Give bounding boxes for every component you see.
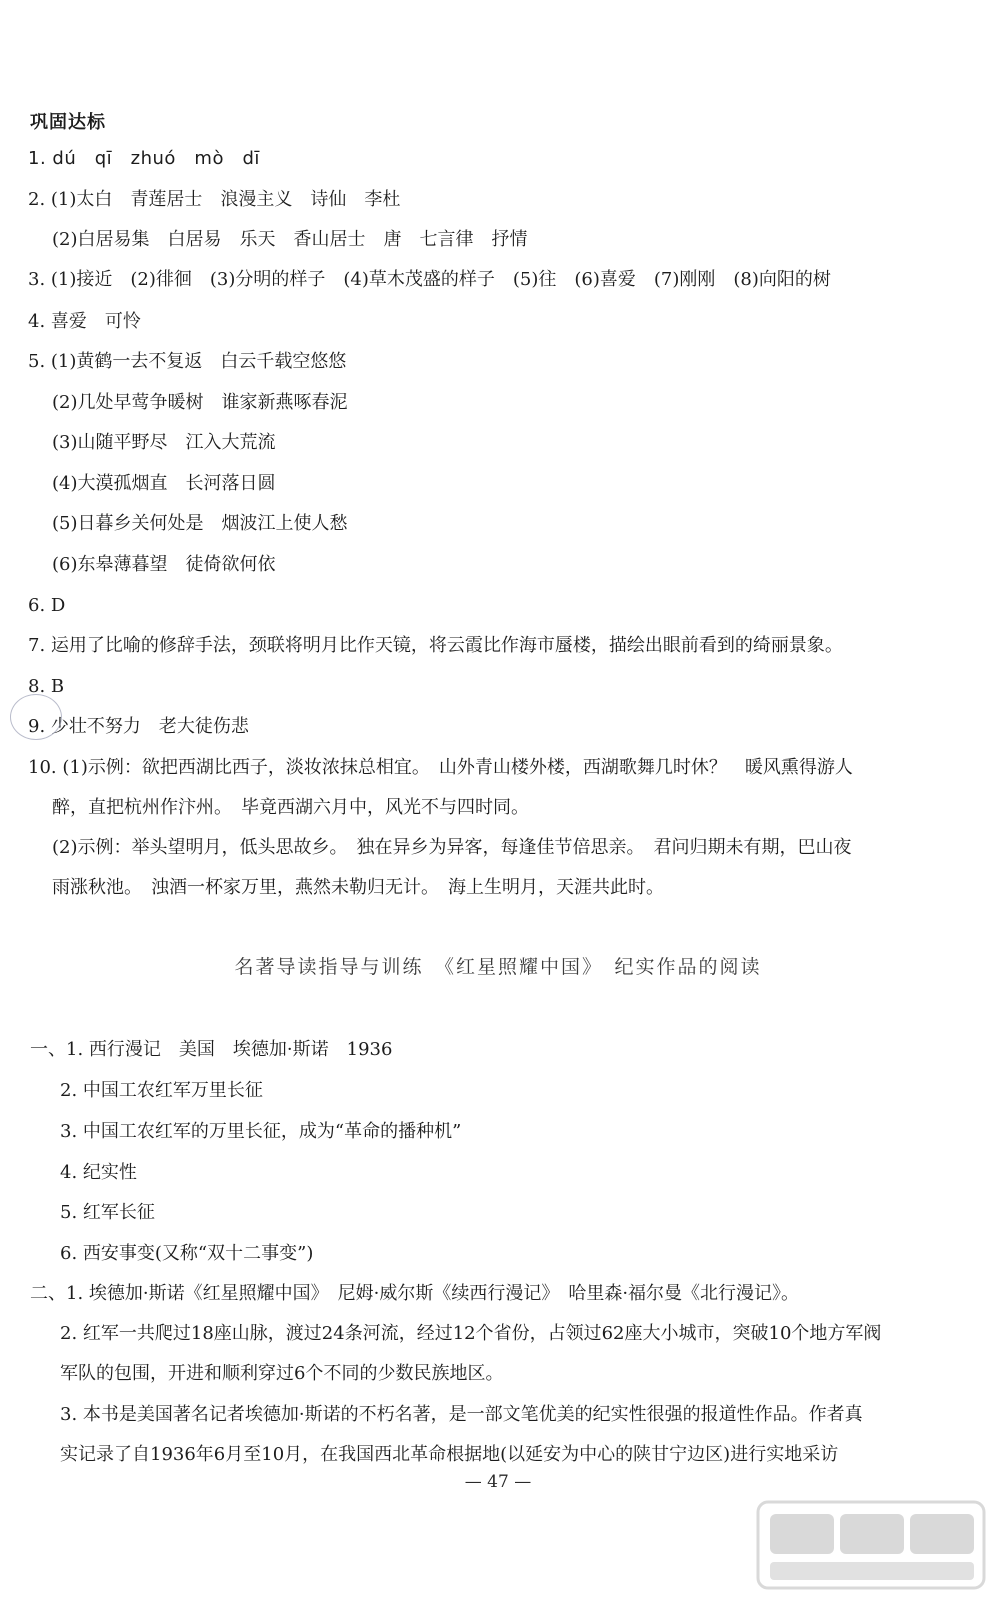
answer-line-6: 6. D <box>28 595 66 616</box>
answer-line-5c: (3)山随平野尽 江入大荒流 <box>52 432 276 453</box>
guide-line-8: 2. 红军一共爬过18座山脉，渡过24条河流，经过12个省份，占领过62座大小城市，突破10个地方军阀 <box>60 1323 882 1344</box>
guide-line-7: 二、1. 埃德加·斯诺《红星照耀中国》 尼姆·威尔斯《续西行漫记》 哈里森·福尔曼《北行漫记》。 <box>30 1283 800 1304</box>
answer-line-5f: (6)东皋薄暮望 徒倚欲何依 <box>52 554 276 575</box>
answer-line-10: 10. (1)示例：欲把西湖比西子，淡妆浓抹总相宜。 山外青山楼外楼，西湖歌舞几时休？ 暖风熏得游人 <box>28 757 853 778</box>
guide-line-9b: 实记录了自1936年6月至10月，在我国西北革命根据地(以延安为中心的陕甘宁边区)进行实地采访 <box>60 1444 839 1465</box>
answer-line-3: 3. (1)接近 (2)徘徊 (3)分明的样子 (4)草木茂盛的样子 (5)往 (6)喜爱 (7)刚刚 (8)向阳的树 <box>28 269 831 290</box>
reading-guide-title: 名著导读指导与训练 《红星照耀中国》 纪实作品的阅读 <box>234 956 762 978</box>
guide-line-6: 6. 西安事变(又称“双十二事变”) <box>60 1243 314 1264</box>
watermark-logo-icon <box>756 1500 986 1590</box>
answer-line-7: 7. 运用了比喻的修辞手法，颈联将明月比作天镜，将云霞比作海市蜃楼，描绘出眼前看到的绮丽景象。 <box>28 635 843 656</box>
answer-line-9: 9. 少壮不努力 老大徒伤悲 <box>28 716 249 737</box>
answer-line-5: 5. (1)黄鹤一去不复返 白云千载空悠悠 <box>28 351 347 372</box>
answer-line-5e: (5)日暮乡关何处是 烟波江上使人愁 <box>52 513 348 534</box>
answer-line-4: 4. 喜爱 可怜 <box>28 311 141 332</box>
guide-line-8b: 军队的包围，开进和顺利穿过6个不同的少数民族地区。 <box>60 1363 504 1384</box>
answer-line-5b: (2)几处早莺争暖树 谁家新燕啄春泥 <box>52 392 348 413</box>
guide-line-1: 一、1. 西行漫记 美国 埃德加·斯诺 1936 <box>30 1039 393 1060</box>
answer-line-2b: (2)白居易集 白居易 乐天 香山居士 唐 七言律 抒情 <box>52 229 528 250</box>
guide-line-2: 2. 中国工农红军万里长征 <box>60 1080 263 1101</box>
page-number: — 47 — <box>464 1472 532 1492</box>
answer-line-5d: (4)大漠孤烟直 长河落日圆 <box>52 473 276 494</box>
stamp-mark <box>10 694 62 740</box>
guide-line-3: 3. 中国工农红军的万里长征，成为“革命的播种机” <box>60 1121 462 1142</box>
answer-line-10c: (2)示例：举头望明月，低头思故乡。 独在异乡为异客，每逢佳节倍思亲。 君问归期未有期，巴山夜 <box>52 837 852 858</box>
answer-line-1: 1. dú qī zhuó mò dī <box>28 148 260 169</box>
answer-line-10b: 醉，直把杭州作汴州。 毕竟西湖六月中，风光不与四时同。 <box>52 797 529 818</box>
guide-line-9: 3. 本书是美国著名记者埃德加·斯诺的不朽名著，是一部文笔优美的纪实性很强的报道性作品。作者真 <box>60 1404 863 1425</box>
section-heading: 巩固达标 <box>30 112 106 133</box>
guide-line-4: 4. 纪实性 <box>60 1162 137 1183</box>
answer-line-10d: 雨涨秋池。 浊酒一杯家万里，燕然未勒归无计。 海上生明月，天涯共此时。 <box>52 877 664 898</box>
answer-line-8: 8. B <box>28 676 65 697</box>
answer-line-2: 2. (1)太白 青莲居士 浪漫主义 诗仙 李杜 <box>28 189 401 210</box>
guide-line-5: 5. 红军长征 <box>60 1202 155 1223</box>
